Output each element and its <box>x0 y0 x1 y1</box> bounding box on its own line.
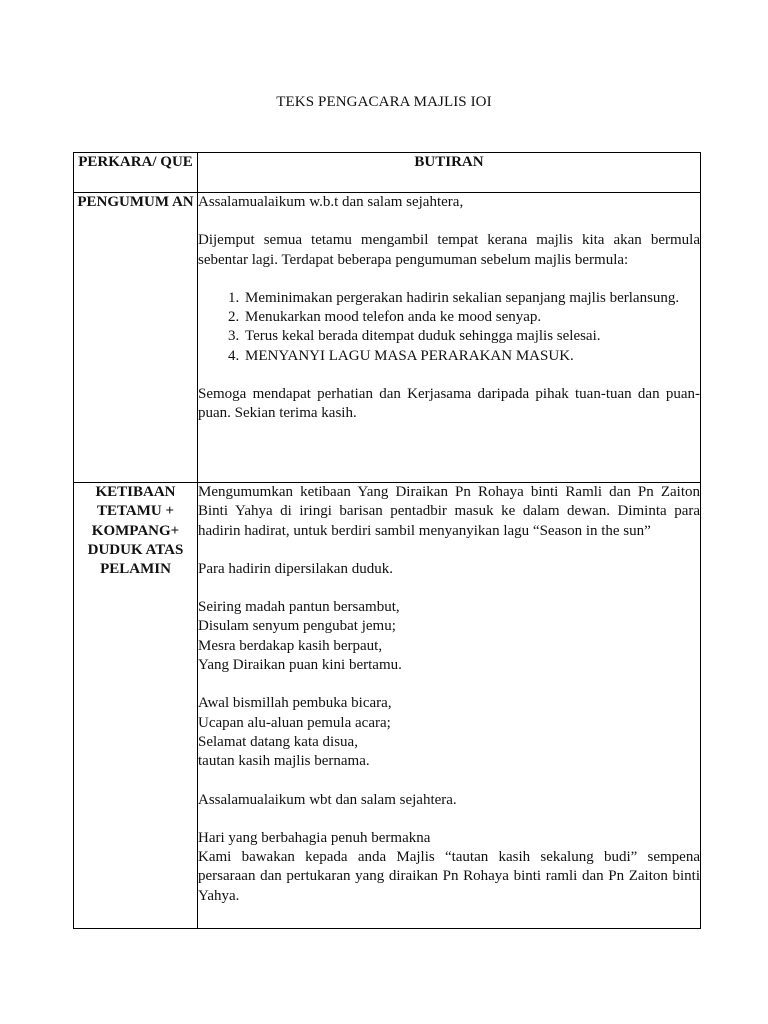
seated-text: Para hadirin dipersilakan duduk. <box>198 560 393 577</box>
row-label-ketibaan: KETIBAAN TETAMU + KOMPANG+ DUDUK ATAS PELAMIN <box>74 483 198 929</box>
greeting-text: Assalamualaikum w.b.t dan salam sejahtera, <box>198 194 464 210</box>
pantun-line: Disulam senyum pengubat jemu; <box>198 618 396 635</box>
pantun-line: Mesra berdakap kasih berpaut, <box>198 637 383 654</box>
closing-paragraph: Kami bawakan kepada anda Majlis “tautan kasih sekalung budi” sempena persaraan dan pertukaran yang diraikan Pn Rohaya binti ramli dan Pn Zaiton binti Yahya. <box>198 849 700 904</box>
document-title: TEKS PENGACARA MAJLIS IOI <box>276 94 492 110</box>
table-row <box>74 193 701 483</box>
header-butiran: BUTIRAN <box>198 153 701 193</box>
pantun-line: Awal bismillah pembuka bicara, <box>198 695 392 712</box>
list-item: 4. MENYANYI LAGU MASA PERARAKAN MASUK. <box>243 347 700 366</box>
table-row <box>74 483 701 929</box>
row-content-pengumuman <box>198 193 701 483</box>
closing-line: Hari yang berbahagia penuh bermakna <box>198 829 431 846</box>
header-perkara: PERKARA/ QUE <box>74 153 198 193</box>
pantun-line: Yang Diraikan puan kini bertamu. <box>198 657 402 674</box>
announcement-list <box>198 289 700 366</box>
pantun-line: Ucapan alu-aluan pemula acara; <box>198 714 391 731</box>
pantun-line: Seiring madah pantun bersambut, <box>198 599 400 616</box>
list-item: 3. Terus kekal berada ditempat duduk sehingga majlis selesai. <box>243 327 700 346</box>
row-content-ketibaan <box>198 483 701 929</box>
table-header-row <box>74 153 701 193</box>
list-item: 1. Meminimakan pergerakan hadirin sekalian sepanjang majlis berlansung. <box>243 289 700 308</box>
pantun-line: Selamat datang kata disua, <box>198 733 358 750</box>
salam-text: Assalamualaikum wbt dan salam sejahtera. <box>198 791 457 808</box>
list-item: 2. Menukarkan mood telefon anda ke mood senyap. <box>243 308 700 327</box>
program-table <box>73 152 701 929</box>
intro-text: Dijemput semua tetamu mengambil tempat kerana majlis kita akan bermula sebentar lagi. Terdapat beberapa pengumuman sebelum majlis bermula: <box>198 232 700 268</box>
announce-text: Mengumumkan ketibaan Yang Diraikan Pn Rohaya binti Ramli dan Pn Zaiton Binti Yahya di iringi barisan pentadbir masuk ke dalam dewan. Diminta para hadirin hadirat, untuk berdiri sambil menyanyikan lagu “Season in the sun” <box>198 484 700 539</box>
pantun-line: tautan kasih majlis bernama. <box>198 753 370 770</box>
closing-text: Semoga mendapat perhatian dan Kerjasama daripada pihak tuan-tuan dan puan-puan. Sekian terima kasih. <box>198 386 700 422</box>
row-label-pengumuman: PENGUMUM AN <box>74 193 198 483</box>
